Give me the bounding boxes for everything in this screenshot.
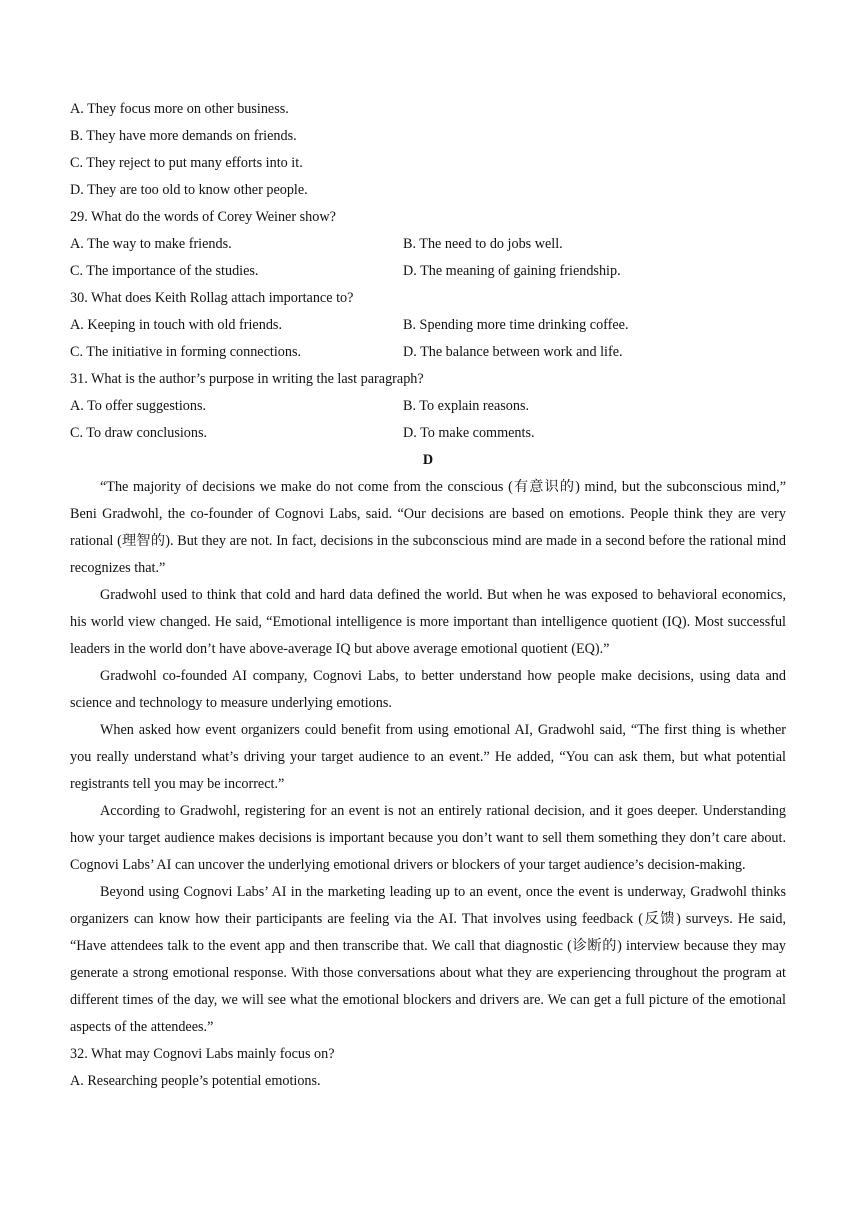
q29-option-c: C. The importance of the studies. — [70, 263, 259, 279]
q30-option-d: D. The balance between work and life. — [403, 344, 623, 360]
q31-options-row-2 — [70, 420, 786, 447]
q31-option-d: D. To make comments. — [403, 425, 535, 441]
q29-stem: 29. What do the words of Corey Weiner show? — [70, 209, 336, 225]
q30-option-a: A. Keeping in touch with old friends. — [70, 317, 282, 333]
q32-stem: 32. What may Cognovi Labs mainly focus on? — [70, 1046, 335, 1062]
exam-page — [70, 96, 786, 1095]
q28-option-d: D. They are too old to know other people. — [70, 182, 308, 198]
q30-option-b: B. Spending more time drinking coffee. — [403, 317, 629, 333]
q31-option-c: C. To draw conclusions. — [70, 425, 208, 441]
q32-option-a: A. Researching people’s potential emotions. — [70, 1073, 321, 1089]
q29-option-a: A. The way to make friends. — [70, 236, 232, 252]
q28-option-a: A. They focus more on other business. — [70, 101, 289, 117]
q28-option-c: C. They reject to put many efforts into it. — [70, 155, 303, 171]
passage-paragraph-5: According to Gradwohl, registering for an event is not an entirely rational decision, and it goes deeper. Understanding how your target audience makes decisions is important because you don’t want to sell them something they don’t care about. Cognovi Labs’ AI can uncover the underlying emotional drivers or blockers of your target audience’s decision-making. — [70, 803, 786, 873]
q30-options-row-2 — [70, 339, 786, 366]
q29-option-b: B. The need to do jobs well. — [403, 236, 563, 252]
q29-option-d: D. The meaning of gaining friendship. — [403, 263, 621, 279]
q30-option-c: C. The initiative in forming connections. — [70, 344, 302, 360]
passage-paragraph-1: “The majority of decisions we make do not come from the conscious (有意识的) mind, but the subconscious mind,” Beni Gradwohl, the co-founder of Cognovi Labs, said. “Our decisions are based on emotions. People think they are very rational (理智的). But they are not. In fact, decisions in the subconscious mind are made in a second before the rational mind recognizes that.” — [70, 479, 786, 576]
q30-options-row-1 — [70, 312, 786, 339]
q29-options-row-2 — [70, 258, 786, 285]
passage-paragraph-2: Gradwohl used to think that cold and hard data defined the world. But when he was exposed to behavioral economics, his world view changed. He said, “Emotional intelligence is more important than intelligence quotient (IQ). Most successful leaders in the world don’t have above-average IQ but above average emotional quotient (EQ).” — [70, 587, 786, 657]
q31-options-row-1 — [70, 393, 786, 420]
section-d-title: D — [422, 452, 434, 468]
passage-paragraph-4: When asked how event organizers could benefit from using emotional AI, Gradwohl said, “The first thing is whether you really understand what’s driving your target audience to an event.” He added, “You can ask them, but what potential registrants tell you may be incorrect.” — [70, 722, 786, 792]
q29-options-row-1 — [70, 231, 786, 258]
q31-option-a: A. To offer suggestions. — [70, 398, 207, 414]
q31-stem: 31. What is the author’s purpose in writing the last paragraph? — [70, 371, 424, 387]
passage-paragraph-6: Beyond using Cognovi Labs’ AI in the marketing leading up to an event, once the event is underway, Gradwohl thinks organizers can know how their participants are feeling via the AI. That involves using feedback (反馈) surveys. He said, “Have attendees talk to the event app and then transcribe that. We call that diagnostic (诊断的) interview because they may generate a strong emotional response. With those conversations about what they are experiencing throughout the program at different times of the day, we will see what the emotional blockers and drivers are. We can get a full picture of the emotional aspects of the attendees.” — [70, 884, 786, 1035]
q30-stem: 30. What does Keith Rollag attach importance to? — [70, 290, 354, 306]
q31-option-b: B. To explain reasons. — [403, 398, 530, 414]
q28-option-b: B. They have more demands on friends. — [70, 128, 297, 144]
passage-paragraph-3: Gradwohl co-founded AI company, Cognovi Labs, to better understand how people make decisions, using data and science and technology to measure underlying emotions. — [70, 668, 786, 711]
